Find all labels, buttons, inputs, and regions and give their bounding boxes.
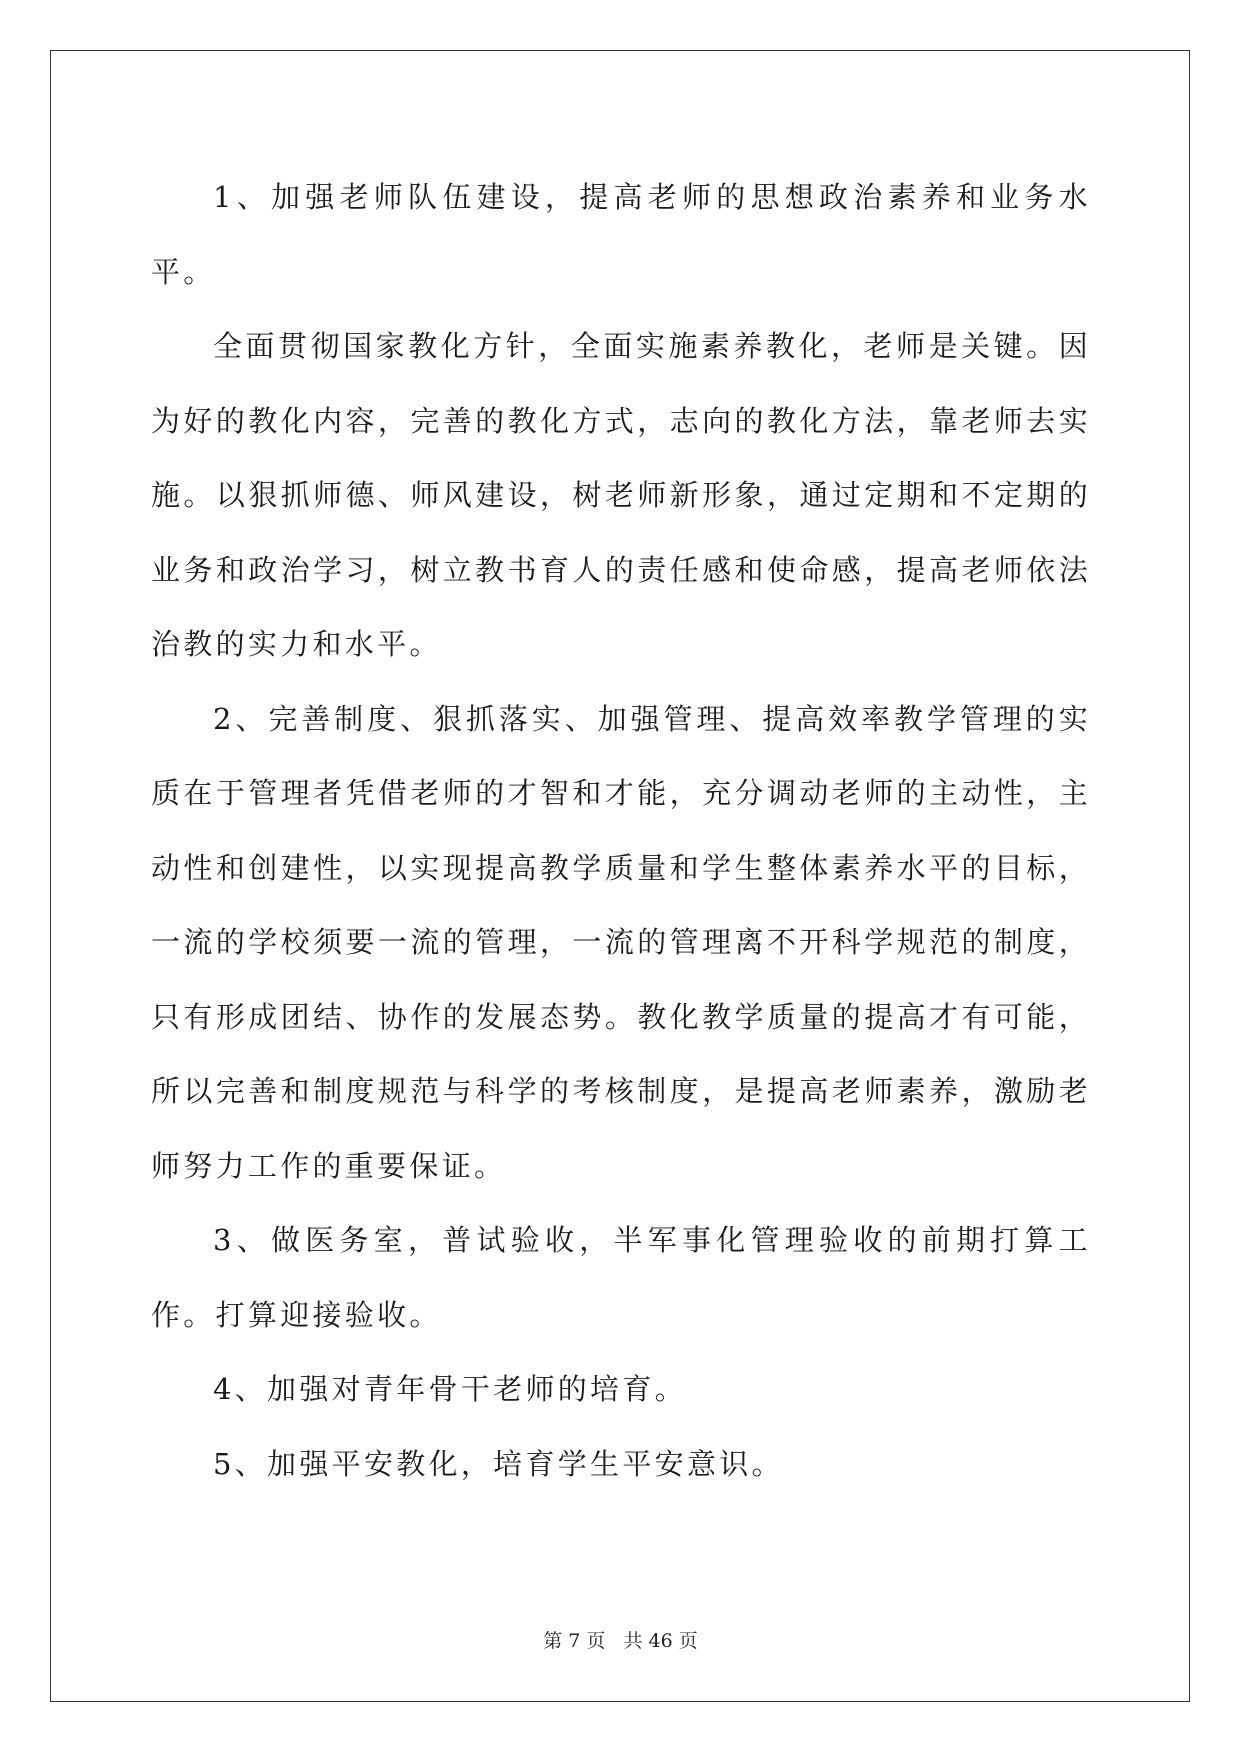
document-body bbox=[151, 160, 1091, 1501]
paragraph-1: 1、加强老师队伍建设，提高老师的思想政治素养和业务水平。 bbox=[151, 180, 1091, 289]
page-number-footer: 第 7 页 共 46 页 bbox=[543, 1630, 698, 1652]
paragraph-4: 3、做医务室，普试验收，半军事化管理验收的前期打算工作。打算迎接验收。 bbox=[151, 1223, 1091, 1332]
paragraph-6: 5、加强平安教化，培育学生平安意识。 bbox=[213, 1446, 784, 1481]
paragraph-3: 2、完善制度、狠抓落实、加强管理、提高效率教学管理的实质在于管理者凭借老师的才智和才能，充分调动老师的主动性，主动性和创建性，以实现提高教学质量和学生整体素养水平的目标，一流的学校须要一流的管理，一流的管理离不开科学规范的制度，只有形成团结、协作的发展态势。教化教学质量的提高才有可能，所以完善和制度规范与科学的考核制度，是提高老师素养，激励老师努力工作的重要保证。 bbox=[151, 701, 1091, 1183]
paragraph-2: 全面贯彻国家教化方针，全面实施素养教化，老师是关键。因为好的教化内容，完善的教化方式，志向的教化方法，靠老师去实施。以狠抓师德、师风建设，树老师新形象，通过定期和不定期的业务和政治学习，树立教书育人的责任感和使命感，提高老师依法治教的实力和水平。 bbox=[151, 329, 1091, 661]
paragraph-5: 4、加强对青年骨干老师的培育。 bbox=[213, 1372, 687, 1406]
